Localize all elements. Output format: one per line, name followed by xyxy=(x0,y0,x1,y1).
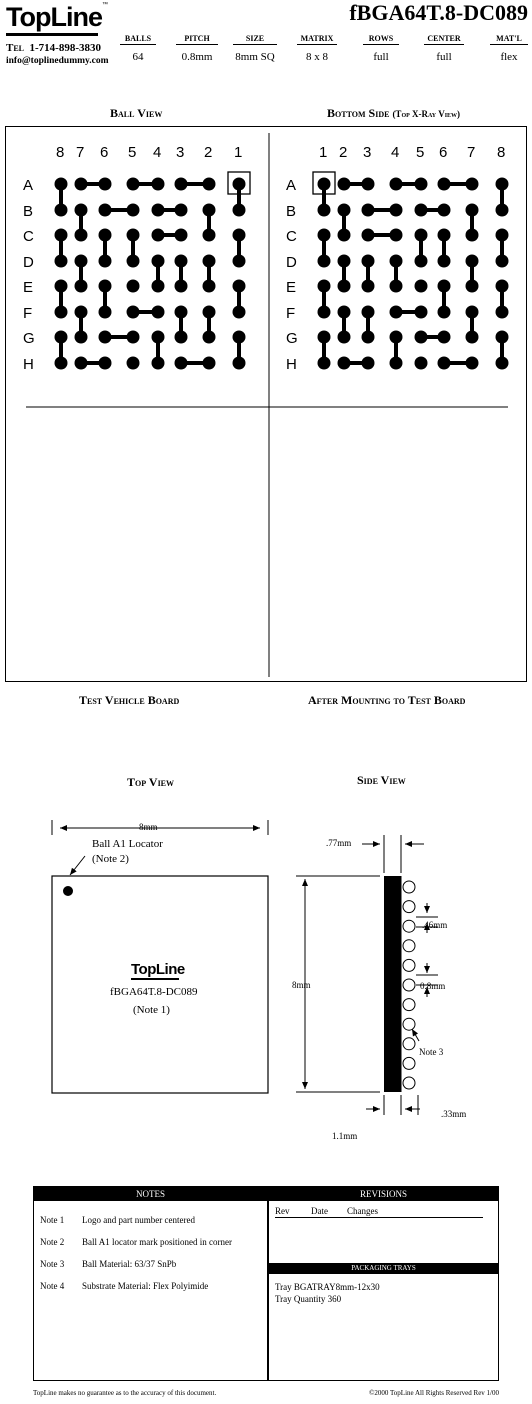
after-mounting-title: After Mounting to Test Board xyxy=(308,693,466,707)
row-label: E xyxy=(286,279,297,296)
row-label: B xyxy=(23,203,34,220)
ball xyxy=(175,306,188,319)
ball xyxy=(390,204,403,217)
column-label: 7 xyxy=(467,144,476,161)
ball xyxy=(152,306,165,319)
revisions-panel xyxy=(268,1186,499,1381)
spec-value: full xyxy=(373,51,389,63)
ball xyxy=(318,306,331,319)
ball xyxy=(233,306,246,319)
ball xyxy=(127,204,140,217)
column-label: 3 xyxy=(363,144,372,161)
column-label: 3 xyxy=(176,144,185,161)
spec-matrix xyxy=(297,34,337,63)
ball xyxy=(75,204,88,217)
ball xyxy=(203,255,216,268)
ball xyxy=(415,178,428,191)
ball xyxy=(466,357,479,370)
ball xyxy=(466,178,479,191)
row-label: F xyxy=(23,305,33,322)
ball xyxy=(55,280,68,293)
ball-map-frame xyxy=(5,126,527,682)
spec-value: full xyxy=(436,51,452,63)
part-number-title: fBGA64T.8-DC089 xyxy=(349,0,528,25)
substrate-profile xyxy=(384,876,401,1092)
ball xyxy=(175,204,188,217)
a1-locator-dot xyxy=(63,886,73,896)
ball xyxy=(390,255,403,268)
side-ball xyxy=(403,979,415,991)
ball xyxy=(415,229,428,242)
note-number: Note 1 xyxy=(40,1215,65,1225)
ball xyxy=(338,229,351,242)
side-ball xyxy=(403,881,415,893)
ball xyxy=(127,306,140,319)
note-text: Substrate Material: Flex Polyimide xyxy=(82,1281,209,1291)
ball xyxy=(175,331,188,344)
ball xyxy=(203,331,216,344)
dim-11: 1.1mm xyxy=(332,1131,358,1141)
row-label: D xyxy=(286,254,297,271)
ball xyxy=(415,204,428,217)
spec-label: ROWS xyxy=(363,34,399,45)
ball xyxy=(127,178,140,191)
spec-center xyxy=(424,34,464,63)
ball xyxy=(75,255,88,268)
ball xyxy=(75,306,88,319)
trademark-symbol: ™ xyxy=(101,2,108,8)
topline-logo: TopLine™ xyxy=(6,2,108,32)
column-label: 6 xyxy=(100,144,109,161)
ball xyxy=(55,331,68,344)
row-label: F xyxy=(286,305,296,322)
ball xyxy=(99,306,112,319)
ball xyxy=(75,178,88,191)
ball xyxy=(99,255,112,268)
a1-locator-label: Ball A1 Locator xyxy=(92,838,163,850)
column-label: 8 xyxy=(56,144,65,161)
ball xyxy=(496,204,509,217)
ball xyxy=(390,357,403,370)
telephone xyxy=(6,42,101,54)
column-label: 8 xyxy=(497,144,506,161)
spec-material xyxy=(490,34,528,63)
ball xyxy=(99,331,112,344)
dim-046: .46mm xyxy=(422,920,448,930)
ball xyxy=(233,331,246,344)
column-label: 4 xyxy=(153,144,162,161)
note-number: Note 3 xyxy=(40,1259,65,1269)
side-ball xyxy=(403,1057,415,1069)
col-changes: Changes xyxy=(347,1206,378,1216)
column-label: 7 xyxy=(76,144,85,161)
ball xyxy=(152,357,165,370)
ball xyxy=(362,357,375,370)
ball-view-grid xyxy=(23,144,250,373)
side-ball xyxy=(403,901,415,913)
ball xyxy=(318,280,331,293)
notes-panel xyxy=(33,1186,268,1381)
ball xyxy=(318,178,331,191)
ball xyxy=(55,255,68,268)
ball xyxy=(338,306,351,319)
ball-view-title: Ball View xyxy=(110,106,163,120)
ball xyxy=(415,357,428,370)
note-text: Ball Material: 63/37 SnPb xyxy=(82,1259,177,1269)
ball xyxy=(152,229,165,242)
column-label: 5 xyxy=(416,144,425,161)
ball xyxy=(175,280,188,293)
note-number: Note 2 xyxy=(40,1237,65,1247)
column-label: 6 xyxy=(439,144,448,161)
ball xyxy=(318,229,331,242)
package-note: (Note 1) xyxy=(133,1004,170,1016)
ball xyxy=(99,280,112,293)
ball xyxy=(75,280,88,293)
ball xyxy=(75,357,88,370)
ball xyxy=(438,229,451,242)
ball xyxy=(466,331,479,344)
footer-disclaimer: TopLine makes no guarantee as to the accuracy of this document. xyxy=(33,1389,217,1397)
note-row xyxy=(40,1281,208,1291)
tel-label: Tel xyxy=(6,42,25,54)
ball xyxy=(466,280,479,293)
ball xyxy=(233,280,246,293)
ball xyxy=(496,357,509,370)
row-label: B xyxy=(286,203,297,220)
ball xyxy=(496,255,509,268)
ball xyxy=(390,229,403,242)
ball xyxy=(152,204,165,217)
spec-label: MATRIX xyxy=(297,34,337,45)
ball xyxy=(127,280,140,293)
ball xyxy=(152,280,165,293)
ball xyxy=(55,357,68,370)
tray-name: Tray BGATRAY8mm-12x30 xyxy=(275,1282,380,1292)
ball xyxy=(203,229,216,242)
ball xyxy=(338,178,351,191)
ball xyxy=(203,357,216,370)
spec-value: 64 xyxy=(132,51,144,63)
spec-balls xyxy=(120,34,156,63)
top-view-title: Top View xyxy=(127,775,175,789)
ball xyxy=(415,306,428,319)
ball xyxy=(318,331,331,344)
ball xyxy=(438,255,451,268)
footer-copyright: ©2000 TopLine All Rights Reserved Rev 1/00 xyxy=(369,1389,499,1397)
ball xyxy=(466,229,479,242)
side-ball xyxy=(403,1018,415,1030)
ball xyxy=(175,255,188,268)
side-balls xyxy=(403,881,415,1089)
packaging-header: PACKAGING TRAYS xyxy=(269,1263,498,1274)
column-label: 1 xyxy=(319,144,328,161)
row-label: C xyxy=(23,228,34,245)
ball xyxy=(233,178,246,191)
dim-8mm: 8mm xyxy=(292,980,311,990)
ball xyxy=(390,280,403,293)
note-text: Ball A1 locator mark positioned in corner xyxy=(82,1237,232,1247)
spec-pitch xyxy=(176,34,218,63)
side-ball xyxy=(403,920,415,932)
dim-08: 0.8mm xyxy=(420,981,446,991)
spec-value: 8 x 8 xyxy=(306,51,328,63)
spec-label: CENTER xyxy=(424,34,464,45)
ball xyxy=(466,255,479,268)
side-ball xyxy=(403,999,415,1011)
col-rev: Rev xyxy=(275,1206,290,1216)
ball xyxy=(55,229,68,242)
ball xyxy=(55,178,68,191)
ball xyxy=(127,357,140,370)
row-label: A xyxy=(23,177,34,194)
ball xyxy=(175,357,188,370)
tel-number: 1-714-898-3830 xyxy=(29,42,102,54)
ball xyxy=(127,229,140,242)
spec-label: SIZE xyxy=(233,34,277,45)
ball xyxy=(466,204,479,217)
ball xyxy=(99,357,112,370)
ball xyxy=(233,229,246,242)
bottom-side-title xyxy=(327,106,460,121)
col-date: Date xyxy=(311,1206,328,1216)
spec-value: 8mm SQ xyxy=(235,51,275,63)
spec-rows xyxy=(363,34,399,63)
ball xyxy=(233,204,246,217)
ball xyxy=(99,178,112,191)
ball xyxy=(55,306,68,319)
ball xyxy=(127,255,140,268)
ball xyxy=(362,255,375,268)
row-label: G xyxy=(286,330,298,347)
ball xyxy=(438,178,451,191)
side-ball xyxy=(403,1077,415,1089)
ball xyxy=(496,280,509,293)
ball xyxy=(466,306,479,319)
ball-map-svg xyxy=(6,127,528,683)
ball xyxy=(318,357,331,370)
ball xyxy=(233,255,246,268)
ball xyxy=(175,229,188,242)
ball xyxy=(496,331,509,344)
spec-label: BALLS xyxy=(120,34,156,45)
ball xyxy=(496,306,509,319)
email-address: info@toplinedummy.com xyxy=(6,56,109,66)
ball xyxy=(338,357,351,370)
ball xyxy=(438,306,451,319)
note-row xyxy=(40,1215,195,1225)
ball xyxy=(75,229,88,242)
ball xyxy=(152,331,165,344)
ball xyxy=(415,280,428,293)
ball xyxy=(152,255,165,268)
ball xyxy=(318,255,331,268)
ball xyxy=(496,229,509,242)
ball xyxy=(362,331,375,344)
logo-underline xyxy=(6,33,98,36)
row-label: A xyxy=(286,177,297,194)
ball xyxy=(318,204,331,217)
bottom-side-note: (Top X-Ray View) xyxy=(392,109,461,119)
side-ball xyxy=(403,959,415,971)
ball xyxy=(175,178,188,191)
ball xyxy=(75,331,88,344)
ball xyxy=(415,331,428,344)
column-label: 1 xyxy=(234,144,243,161)
package-outline xyxy=(52,876,268,1093)
package-drawings xyxy=(0,815,532,1115)
ball xyxy=(338,255,351,268)
ball xyxy=(362,280,375,293)
ball xyxy=(362,229,375,242)
ball xyxy=(338,204,351,217)
notes-header: NOTES xyxy=(34,1187,267,1201)
ball xyxy=(390,331,403,344)
column-label: 4 xyxy=(391,144,400,161)
spec-label: MAT'L xyxy=(490,34,528,45)
package-part-number: fBGA64T.8-DC089 xyxy=(110,986,198,998)
ball xyxy=(362,178,375,191)
test-vehicle-title: Test Vehicle Board xyxy=(79,693,180,707)
a1-locator-note: (Note 2) xyxy=(92,853,129,865)
ball xyxy=(203,178,216,191)
side-view-title: Side View xyxy=(357,773,406,787)
row-label: H xyxy=(23,356,34,373)
bottom-side-label: Bottom Side xyxy=(327,106,390,120)
ball xyxy=(203,306,216,319)
ball xyxy=(362,204,375,217)
ball xyxy=(55,204,68,217)
ball xyxy=(99,204,112,217)
side-ball xyxy=(403,1038,415,1050)
revisions-header: REVISIONS xyxy=(269,1187,498,1201)
ball xyxy=(127,331,140,344)
note-row xyxy=(40,1237,232,1247)
ball xyxy=(338,331,351,344)
ball xyxy=(496,178,509,191)
column-label: 5 xyxy=(128,144,137,161)
ball xyxy=(438,331,451,344)
ball xyxy=(390,306,403,319)
dim-033: .33mm xyxy=(441,1109,467,1119)
column-label: 2 xyxy=(339,144,348,161)
package-logo: TopLine xyxy=(131,961,185,978)
spec-label: PITCH xyxy=(176,34,218,45)
row-label: C xyxy=(286,228,297,245)
ball xyxy=(338,280,351,293)
side-ball xyxy=(403,940,415,952)
revisions-columns xyxy=(275,1206,483,1218)
ball xyxy=(438,204,451,217)
spec-size xyxy=(233,34,277,63)
ball xyxy=(415,255,428,268)
column-label: 2 xyxy=(204,144,213,161)
dim-top-width: 8mm xyxy=(139,822,158,832)
row-label: E xyxy=(23,279,34,296)
ball xyxy=(438,357,451,370)
dim-077: .77mm xyxy=(326,838,352,848)
row-label: H xyxy=(286,356,297,373)
note-number: Note 4 xyxy=(40,1281,65,1291)
ball xyxy=(203,280,216,293)
xray-view-grid xyxy=(286,144,509,373)
note-row xyxy=(40,1259,176,1269)
ball xyxy=(203,204,216,217)
ball xyxy=(99,229,112,242)
ball xyxy=(390,178,403,191)
ball xyxy=(362,306,375,319)
ball xyxy=(233,357,246,370)
ball xyxy=(152,178,165,191)
spec-value: 0.8mm xyxy=(181,51,213,63)
row-label: G xyxy=(23,330,35,347)
ball xyxy=(438,280,451,293)
tray-quantity: Tray Quantity 360 xyxy=(275,1294,342,1304)
row-label: D xyxy=(23,254,34,271)
note3-label: Note 3 xyxy=(419,1047,444,1057)
spec-value: flex xyxy=(500,51,518,63)
note-text: Logo and part number centered xyxy=(82,1215,195,1225)
